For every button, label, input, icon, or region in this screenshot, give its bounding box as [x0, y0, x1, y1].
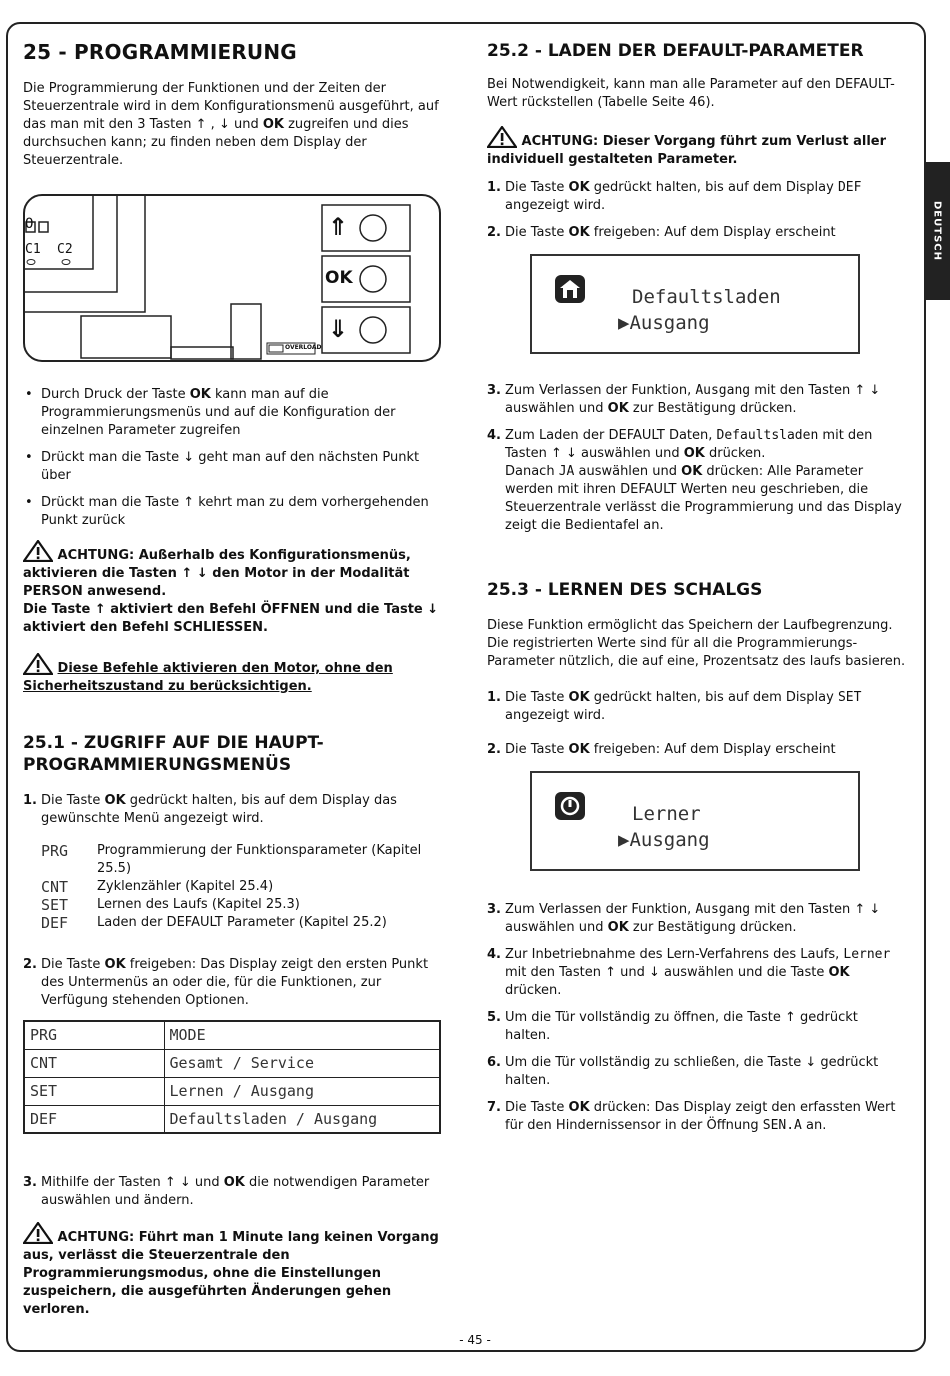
warning-timeout: ACHTUNG: Führt man 1 Minute lang keinen Vorgang aus, verlässt die Steuerzentrale den Programmierungsmodus, ohne die Einstellungen zuspeichern, die ausgeführten Änderungen gehen verloren. [23, 1222, 443, 1319]
menu-row: CNT Zyklenzähler (Kapitel 25.4) [41, 878, 274, 896]
control-panel-drawing [23, 194, 441, 364]
warning-icon [487, 126, 517, 148]
intro-paragraph: Die Programmierung der Funktionen und der Zeiten der Steuerzentrale wird in dem Konfigurationsmenü ausgeführt, auf das man mit den 3 Tasten ↑ , ↓ und OK zugreifen und dies durchsuchen kann; zu finden neben dem Display der Steuerzentrale. [23, 81, 439, 168]
step-item: 3. Zum Verlassen der Funktion, Ausgang mit den Tasten ↑ ↓ auswählen und OK zur Bestätigung drücken. [487, 383, 881, 416]
step-item: 2. Die Taste OK freigeben: Das Display zeigt den ersten Punkt des Untermenüs an oder die, für die Funktionen, zur Verfügung stehenden Optionen. [23, 957, 429, 1008]
overload-label: OVERLOAD [285, 344, 322, 351]
menu-list [41, 842, 443, 932]
warning-icon [23, 540, 53, 562]
warning-icon [23, 653, 53, 675]
learn-icon [554, 791, 586, 821]
table-row: SET Lernen / Ausgang [24, 1077, 440, 1105]
warning-person-mode: ACHTUNG: Außerhalb des Konfigurationsmenüs, aktivieren die Tasten ↑ ↓ den Motor in der Modalität PERSON anwesend. Die Taste ↑ aktiviert den Befehl ÖFFNEN und die Taste ↓ aktiviert den Befehl SCHLIESSEN. [23, 540, 443, 637]
step-item: 1. Die Taste OK gedrückt halten, bis auf dem Display SET angezeigt wird. [487, 690, 862, 723]
step-item: 5. Um die Tür vollständig zu öffnen, die Taste ↑ gedrückt halten. [487, 1010, 858, 1043]
down-key-icon: ⇓ [328, 315, 349, 343]
steps-25-2-cont [487, 382, 907, 535]
page-number: - 45 - [459, 1333, 491, 1347]
step-item: 3. Mithilfe der Tasten ↑ ↓ und OK die notwendigen Parameter auswählen und ändern. [23, 1175, 430, 1208]
section-title-25-3: 25.3 - LERNEN DES SCHALGS [487, 580, 763, 600]
menu-row: SET Lernen des Laufs (Kapitel 25.3) [41, 896, 300, 914]
step-item: 4. Zum Laden der DEFAULT Daten, Defaultsladen mit den Tasten ↑ ↓ auswählen und OK drücken. Danach JA auswählen und OK drücken: Alle Parameter werden mit ihren DEFAULT Werten neu geschrieben, die Steuerzentrale verlässt die Programmierung und das Display zeigt die Bedientafel an. [487, 428, 902, 533]
steps-25-2 [487, 179, 907, 242]
warning-icon [23, 1222, 53, 1244]
section-title-25: 25 - PROGRAMMIERUNG [23, 40, 297, 64]
steps-25-1-cont [23, 1174, 443, 1210]
step-item: 3. Zum Verlassen der Funktion, Ausgang mit den Tasten ↑ ↓ auswählen und OK zur Bestätigung drücken. [487, 902, 881, 935]
default-intro: Bei Notwendigkeit, kann man alle Parameter auf den DEFAULT-Wert rückstellen (Tabelle Seite 46). [487, 77, 895, 110]
display-digits-label: O [25, 216, 34, 232]
left-column [23, 40, 443, 1319]
home-icon [554, 274, 586, 304]
steps-25-3 [487, 689, 907, 759]
right-column [487, 40, 907, 1144]
step-item: 7. Die Taste OK drücken: Das Display zeigt den erfassten Wert für den Hindernissensor in der Öffnung SEN.A an. [487, 1100, 896, 1133]
step-item: 4. Zur Inbetriebnahme des Lern-Verfahrens des Laufs, Lerner mit den Tasten ↑ und ↓ auswählen und die Taste OK drücken. [487, 947, 891, 998]
menu-options-table [23, 1020, 441, 1134]
key-usage-list [23, 386, 443, 530]
table-row: CNT Gesamt / Service [24, 1049, 440, 1077]
table-row: PRG MODE [24, 1021, 440, 1049]
steps-25-1 [23, 792, 443, 1010]
up-key-icon: ⇑ [328, 213, 349, 241]
ok-key-label: OK [325, 268, 353, 288]
steps-25-3-cont [487, 901, 907, 1135]
c1-label: C1 [25, 242, 41, 257]
c2-label: C2 [57, 242, 73, 257]
language-tab: DEUTSCH [924, 162, 950, 300]
table-row: DEF Defaultsladen / Ausgang [24, 1105, 440, 1133]
list-item: • Durch Druck der Taste OK kann man auf die Programmierungsmenüs und auf die Konfiguration der einzelnen Parameter zugreifen [23, 386, 443, 440]
list-item: • Drückt man die Taste ↑ kehrt man zu dem vorhergehenden Punkt zurück [23, 494, 443, 530]
section-title-25-1: 25.1 - ZUGRIFF AUF DIE HAUPT-PROGRAMMIERUNGSMENÜS [23, 733, 324, 775]
control-panel-illustration [23, 194, 441, 364]
step-item: 6. Um die Tür vollständig zu schließen, die Taste ↓ gedrückt halten. [487, 1055, 879, 1088]
step-item: 2. Die Taste OK freigeben: Auf dem Display erscheint [487, 225, 836, 240]
step-item: 2. Die Taste OK freigeben: Auf dem Display erscheint [487, 742, 836, 757]
menu-row: PRG Programmierung der Funktionsparameter (Kapitel 25.5) [41, 842, 422, 876]
warning-default-loss: ACHTUNG: Dieser Vorgang führt zum Verlust aller individuell gestalteten Parameter. [487, 126, 907, 169]
list-item: • Drückt man die Taste ↓ geht man auf den nächsten Punkt über [23, 449, 443, 485]
lcd-display-default: Defaultsladen ▶Ausgang [530, 254, 860, 354]
lcd-display-learn: Lerner ▶Ausgang [530, 771, 860, 871]
step-item: 1. Die Taste OK gedrückt halten, bis auf dem Display DEF angezeigt wird. [487, 180, 862, 213]
warning-safety: Diese Befehle aktivieren den Motor, ohne den Sicherheitszustand zu berücksichtigen. [23, 653, 443, 696]
menu-row: DEF Laden der DEFAULT Parameter (Kapitel 25.2) [41, 914, 387, 932]
section-title-25-2: 25.2 - LADEN DER DEFAULT-PARAMETER [487, 41, 864, 61]
step-item: 1. Die Taste OK gedrückt halten, bis auf dem Display das gewünschte Menü angezeigt wird. PRG Programmierung der Funktionsparameter (Kapitel 25.5) CNT Zyklenzähler (Kapitel 25.4) SET Lernen des Laufs (Kapitel 25.3) DEF Laden der DEFAULT Parameter (Kapitel 25.2) [23, 792, 443, 932]
learn-intro: Diese Funktion ermöglicht das Speichern der Laufbegrenzung. Die registrierten Werte sind für all die Programmierungs-Parameter nützlich, die auf eine, Prozentsatz des laufs basieren. [487, 618, 906, 669]
